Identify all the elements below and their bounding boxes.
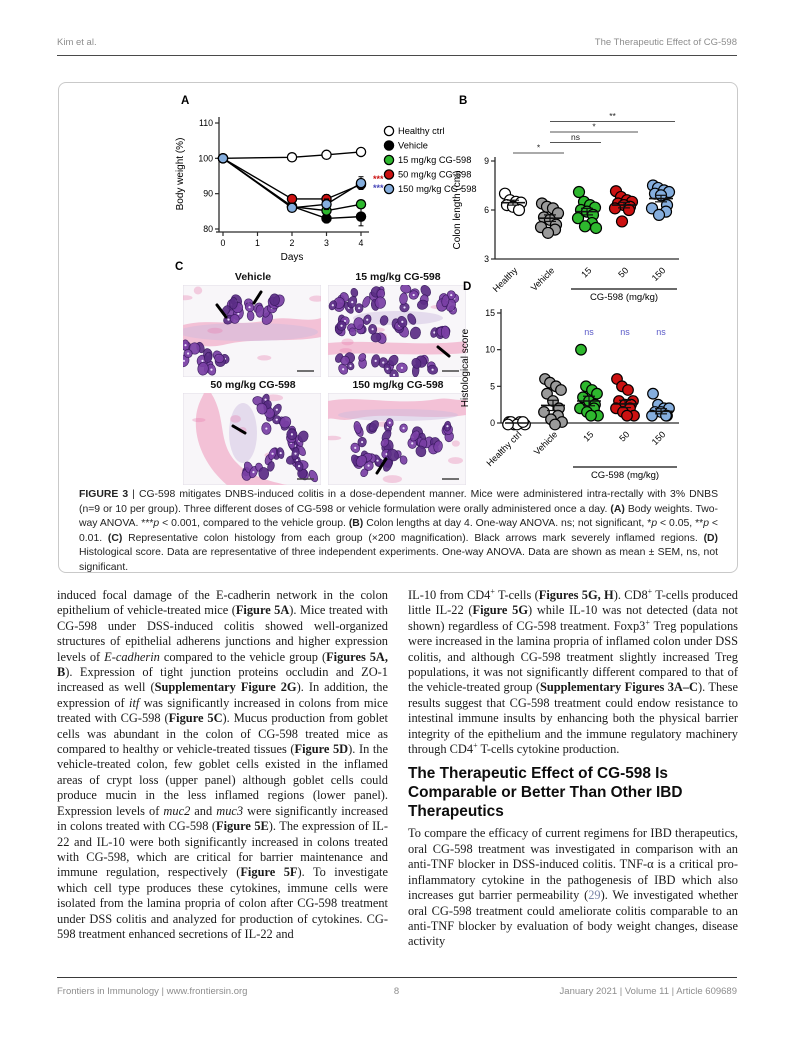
histo-cell-50: [183, 379, 323, 485]
histo-row-1: [183, 271, 472, 377]
svg-text:100: 100: [198, 153, 213, 164]
text-segment: +: [645, 617, 650, 627]
significance-brackets: [513, 111, 675, 153]
text-segment: Histological score. Data are representative of three independent experiments. One-way ANOVA. Data are shown as mean ± SEM, ns, not significant.: [79, 547, 718, 573]
text-segment: p: [651, 518, 658, 530]
svg-text:10: 10: [485, 344, 495, 355]
group-healthy: [491, 188, 527, 294]
svg-text:6: 6: [484, 205, 489, 215]
text-segment: Supplementary Figure 2G: [154, 680, 297, 695]
histo-cell-15: [328, 271, 468, 377]
text-segment: p: [153, 518, 160, 530]
svg-text:Healthy ctrl: Healthy ctrl: [484, 429, 524, 469]
svg-text:9: 9: [484, 156, 489, 166]
running-head-title: The Therapeutic Effect of CG-598: [594, 37, 737, 48]
svg-text:90: 90: [203, 188, 213, 199]
svg-text:Vehicle: Vehicle: [531, 429, 560, 457]
panel-d-label: D: [463, 281, 472, 293]
footer-journal[interactable]: Frontiers in Immunology | www.frontiersin.org: [57, 986, 248, 997]
svg-text:ns: ns: [571, 132, 580, 142]
text-segment: ). Mucus production from goblet cells was abundant in the colon of CG-598 treated mice as compared to healthy or vehicle-treated tissues (: [57, 711, 388, 757]
ns-label: ns: [584, 327, 594, 337]
histology-image-150mgkg: [328, 393, 466, 485]
svg-text:80: 80: [203, 224, 213, 234]
footer-page-number: 8: [393, 986, 400, 997]
histo-title-15: 15 mg/kg CG-598: [355, 271, 441, 283]
group-150: [647, 180, 675, 283]
text-segment: Treg populations were increased in the lamina propria of inflamed colon under DSS colitis, and although CG-598 treatment slightly increased Treg populations, it was not significantly different compared to that of the vehicle-treated group (: [408, 618, 738, 695]
svg-text:3: 3: [484, 254, 489, 264]
running-head-authors: Kim et al.: [57, 37, 97, 48]
text-segment: Colon lengths at day 4. One-way ANOVA. ns; not significant, *: [363, 518, 652, 530]
text-segment: (A): [610, 503, 625, 515]
text-segment: Supplementary Figures 3A–C: [539, 680, 699, 695]
svg-text:Healthy ctrl: Healthy ctrl: [398, 126, 445, 137]
footer-rule: [57, 977, 737, 978]
svg-text:1: 1: [255, 238, 260, 248]
text-segment: FIGURE 3: [79, 489, 129, 500]
svg-text:110: 110: [198, 118, 213, 128]
text-segment: Figures 5G, H: [538, 588, 614, 602]
svg-text:50 mg/kg CG-598: 50 mg/kg CG-598: [398, 169, 472, 180]
group-15: [573, 187, 602, 280]
ns-label: ns: [620, 327, 630, 337]
text-segment: E-cadherin: [104, 649, 160, 664]
text-segment: ). Mice treated with CG-598 under DSS-induced colitis showed well-organized structures of epithelial adherens junctions and higher expression levels of: [57, 603, 388, 664]
text-segment: Figure 5G: [472, 603, 528, 618]
body-column-right: [408, 588, 738, 950]
svg-text:150: 150: [649, 429, 668, 448]
histo-cell-vehicle: [183, 271, 323, 377]
svg-text:15 mg/kg CG-598: 15 mg/kg CG-598: [398, 155, 472, 166]
text-segment: Representative colon histology from each group (×200 magnification). Black arrows mark severely inflamed regions.: [122, 532, 704, 544]
text-segment: Figure 5A: [235, 603, 290, 618]
group-vehicle: [532, 374, 567, 457]
panel-a-label: A: [181, 95, 190, 107]
text-segment: Body weights. Two-way ANOVA. ***: [79, 503, 718, 530]
text-segment: (C): [107, 532, 123, 544]
text-segment: +: [647, 586, 653, 596]
svg-text:Histological score: Histological score: [460, 328, 471, 408]
group-50: [610, 186, 638, 280]
text-segment[interactable]: 29: [588, 888, 601, 903]
text-segment: ). Expression of tight junction proteins occludin and ZO-1 increased as well (: [57, 665, 388, 695]
text-segment: Figure 5C: [168, 711, 223, 726]
histo-title-150: 150 mg/kg CG-598: [352, 379, 444, 391]
histo-cell-150: [328, 379, 468, 485]
text-segment: and: [190, 803, 217, 818]
svg-text:15: 15: [581, 429, 596, 444]
svg-text:0: 0: [490, 418, 495, 428]
panel-c-histology: [183, 271, 472, 485]
text-segment: (B): [348, 518, 364, 530]
svg-text:Days: Days: [280, 252, 304, 263]
svg-text:Healthy: Healthy: [490, 265, 520, 294]
right-paragraph-1: [408, 588, 738, 757]
text-segment: < 0.01.: [79, 518, 718, 544]
text-segment: was significantly increased in colons from mice treated with CG-598 (: [57, 695, 388, 726]
section-heading: The Therapeutic Effect of CG-598 Is Comparable or Better Than Other IBD Therapeutics: [408, 765, 683, 821]
svg-text:150 mg/kg CG-598: 150 mg/kg CG-598: [398, 184, 477, 195]
text-segment: Figure 5D: [294, 742, 349, 757]
histology-image-50mgkg: [183, 393, 321, 485]
text-segment: ). To investigate which cell type produces these cytokines, immune cells were isolated from the lamina propria of colon after CG-598 treatment under DSS colitis and analyzed for production of cytokines. CG-598 treatment enhanced secretions of IL-22 and: [57, 865, 388, 941]
svg-text:4: 4: [358, 238, 364, 248]
histo-row-2: [183, 379, 469, 485]
text-segment: ). The expression of IL-22 and IL-10 were both significantly increased in colons treated with CG-598, which are critical for barrier maintenance and immune regulation, respectively (: [57, 819, 388, 880]
series-vehicle: [218, 154, 365, 226]
svg-text:150: 150: [649, 265, 668, 284]
footer-citation: January 2021 | Volume 11 | Article 609689: [559, 986, 737, 997]
significance-annotation: ***: [373, 174, 384, 185]
text-segment: T-cells produced little IL-22 (: [408, 588, 738, 618]
text-segment: | CG-598 mitigates DNBS-induced colitis in a dose-dependent manner. Mice were administered intra-rectally with 3% DNBS (n=9 or 10 per group). Three different doses of CG-598 or vehicle formulation were orally administered once a day.: [79, 489, 718, 515]
text-segment: < 0.001, compared to the vehicle group.: [159, 518, 349, 530]
series-150-mg-kg-cg-598: [218, 154, 365, 213]
panel-c-label: C: [175, 261, 184, 273]
svg-text:Vehicle: Vehicle: [398, 140, 428, 151]
text-segment: To compare the efficacy of current regimens for IBD therapeutics, oral CG-598 treatment was investigated in comparison with an anti-TNF blocker in DSS-induced colitis. TNF-α is a critical pro-inflammatory cytokine in the pathogenesis of IBD which also increases gut barrier permeability (: [408, 826, 738, 903]
figure-3-box: [58, 82, 738, 573]
svg-text:*: *: [536, 142, 541, 153]
histology-image-15mgkg: [328, 285, 466, 377]
svg-text:CG-598 (mg/kg): CG-598 (mg/kg): [590, 470, 660, 481]
group-15: [575, 327, 604, 443]
svg-text:2: 2: [289, 238, 295, 248]
histology-image-vehicle: [183, 285, 321, 377]
text-segment: were significantly increased in colons treated with CG-598 (: [57, 803, 389, 834]
series-healthy-ctrl: [218, 147, 365, 163]
svg-text:5: 5: [490, 381, 495, 392]
text-segment: T-cells cytokine production.: [477, 742, 620, 757]
svg-text:0: 0: [220, 238, 226, 248]
significance-annotation: ***: [373, 183, 384, 194]
text-segment: (D): [703, 532, 718, 544]
text-segment: T-cells (: [494, 588, 539, 602]
svg-text:3: 3: [324, 238, 329, 248]
svg-text:15: 15: [579, 265, 594, 280]
panel-b-chart: [447, 99, 702, 307]
svg-text:Colon length (cm): Colon length (cm): [452, 170, 463, 250]
group-150: [647, 327, 675, 447]
right-paragraph-2: [408, 826, 738, 949]
ns-label: ns: [656, 327, 666, 337]
histo-title-vehicle: Vehicle: [234, 271, 272, 283]
text-segment: Figure 5E: [216, 819, 269, 834]
svg-text:50: 50: [617, 429, 632, 444]
svg-text:Body weight (%): Body weight (%): [175, 137, 186, 211]
left-paragraph: [57, 588, 388, 942]
text-segment: muc2: [163, 803, 191, 818]
group-axis-label: [573, 467, 677, 481]
header-rule: [57, 55, 737, 56]
text-segment: ). We investigated whether oral CG-598 treatment could ameliorate colitis comparable to an anti-TNF blocker by evaluation of body weight changes, disease activity: [408, 888, 738, 949]
axes: [460, 308, 679, 428]
text-segment: IL-10 from CD4: [408, 588, 491, 602]
axes: [175, 117, 369, 263]
text-segment: ) while IL-10 was not detected (data not shown) regardless of CG-598 treatment. Foxp3: [408, 603, 738, 633]
body-column-left: [57, 588, 388, 942]
text-segment: +: [473, 740, 478, 750]
axes: [452, 156, 679, 264]
svg-text:15: 15: [485, 308, 495, 318]
text-segment: muc3: [216, 803, 244, 818]
text-segment: +: [490, 586, 495, 596]
svg-text:*: *: [592, 121, 596, 132]
panel-d-chart: [455, 285, 695, 485]
text-segment: ). CD8: [613, 588, 648, 602]
group-vehicle: [529, 198, 564, 293]
histo-title-50: 50 mg/kg CG-598: [210, 379, 296, 391]
panel-b-label: B: [459, 95, 468, 107]
text-segment: induced focal damage of the E-cadherin network in the colon epithelium of vehicle-treated mice (: [57, 588, 388, 618]
text-segment: ). These results suggest that CG-598 treatment could endow resistance to intestinal immune insults by enhancing both the physical barrier integrity of the epithelium and the immune regulatory machinery through CD4: [408, 680, 739, 757]
svg-text:50: 50: [616, 265, 631, 280]
svg-text:CG-598 (mg/kg): CG-598 (mg/kg): [589, 292, 659, 303]
figure-caption: [79, 488, 718, 576]
text-segment: < 0.05, **: [657, 518, 704, 530]
text-segment: Figure 5F: [240, 865, 298, 880]
svg-text:Vehicle: Vehicle: [528, 265, 557, 293]
group-50: [611, 327, 640, 443]
text-segment: ). In the vehicle-treated colon, few goblet cells existed in the inflamed areas of crypt loss (upper panel) although goblet cells could produce mucin in the less inflamed regions (lower panel). Expression levels of: [57, 742, 388, 818]
text-segment: compared to the vehicle group (: [159, 649, 327, 664]
text-segment: p: [703, 518, 709, 530]
text-segment: itf: [129, 695, 140, 710]
text-segment: ). In addition, the expression of: [57, 680, 389, 710]
text-segment: Figures 5A, B: [57, 649, 388, 680]
svg-text:**: **: [609, 111, 616, 121]
